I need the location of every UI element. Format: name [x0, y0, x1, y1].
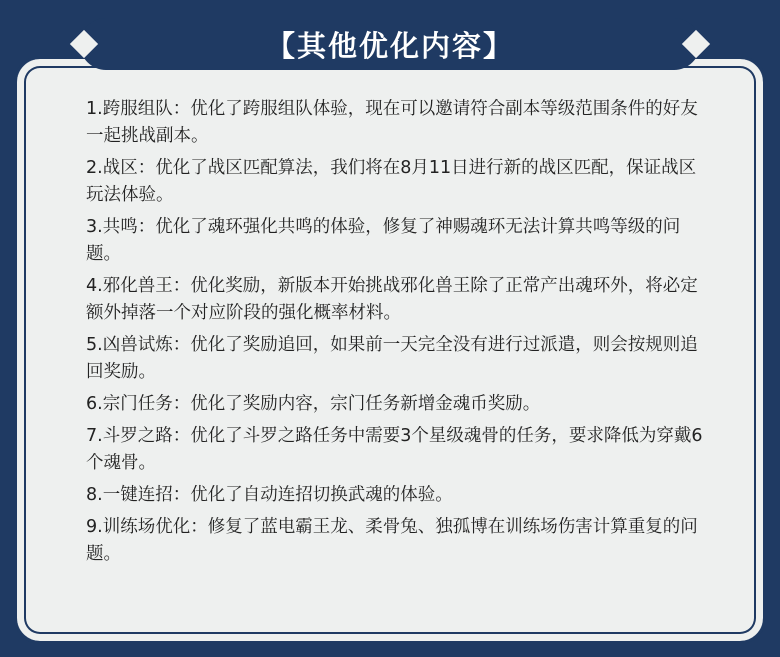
list-item: 3.共鸣：优化了魂环强化共鸣的体验，修复了神赐魂环无法计算共鸣等级的问题。	[86, 217, 681, 264]
list-item: 8.一键连招：优化了自动连招切换武魂的体验。	[86, 485, 453, 505]
update-list	[86, 96, 706, 573]
list-item: 9.训练场优化：修复了蓝电霸王龙、柔骨兔、独孤博在训练场伤害计算重复的问题。	[86, 517, 698, 564]
list-item: 7.斗罗之路：优化了斗罗之路任务中需要3个星级魂骨的任务，要求降低为穿戴6个魂骨。	[86, 426, 703, 473]
list-item: 1.跨服组队：优化了跨服组队体验，现在可以邀请符合副本等级范围条件的好友一起挑战副本。	[86, 99, 698, 146]
list-item: 2.战区：优化了战区匹配算法，我们将在8月11日进行新的战区匹配，保证战区玩法体验。	[86, 158, 697, 205]
list-item: 6.宗门任务：优化了奖励内容，宗门任务新增金魂币奖励。	[86, 394, 541, 414]
page-title: 【其他优化内容】	[265, 28, 514, 63]
list-item: 5.凶兽试炼：优化了奖励追回，如果前一天完全没有进行过派遣，则会按规则追回奖励。	[86, 335, 698, 382]
list-item: 4.邪化兽王：优化奖励，新版本开始挑战邪化兽王除了正常产出魂环外，将必定额外掉落一个对应阶段的强化概率材料。	[86, 276, 698, 323]
title-banner	[80, 18, 700, 70]
